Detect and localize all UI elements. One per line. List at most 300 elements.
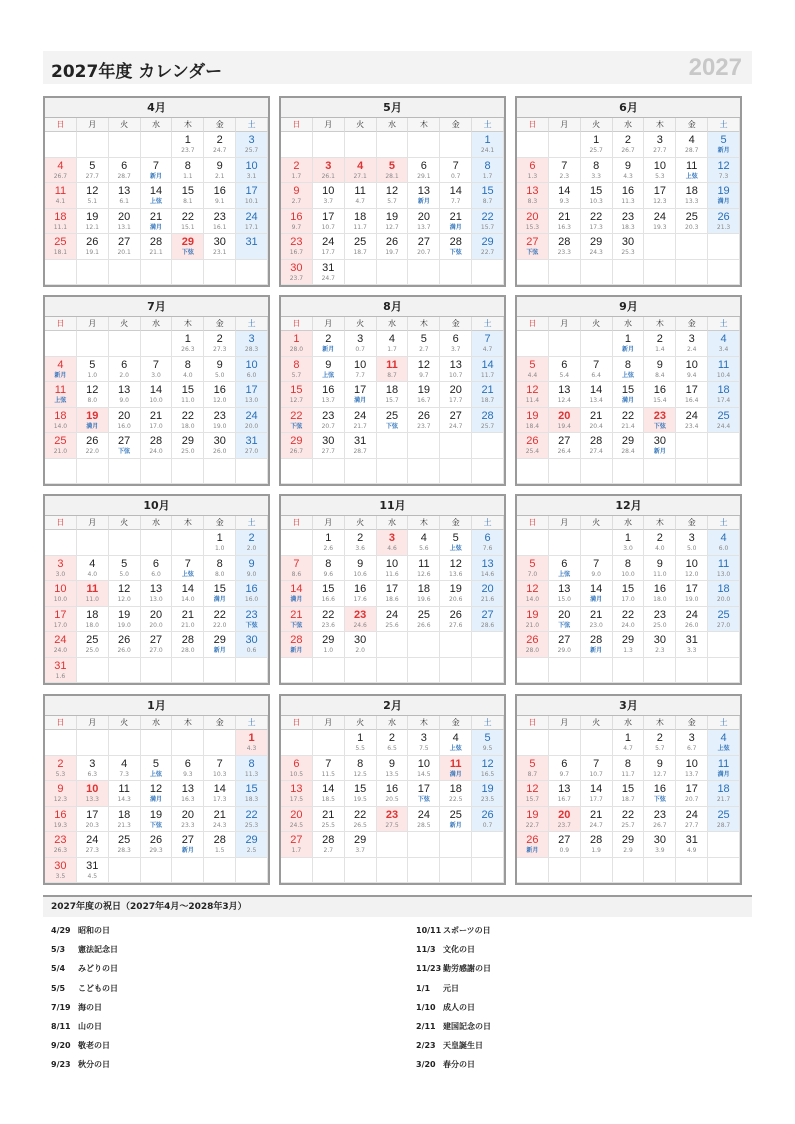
day-cell: [644, 433, 676, 459]
moon-age: 24.4: [716, 422, 731, 430]
day-number: 6: [561, 358, 568, 371]
moon-age: 12.3: [53, 796, 68, 803]
weekday-header: 日: [281, 716, 313, 730]
moon-age: 12.3: [653, 198, 667, 205]
moon-age: 3.4: [718, 346, 729, 353]
day-number: 4: [57, 159, 64, 172]
moon-age: 2.4: [686, 346, 697, 353]
moon-phase-label: 満月: [149, 223, 162, 231]
moon-age: 26.7: [289, 448, 304, 455]
day-cell: [172, 730, 204, 756]
day-cell: [281, 459, 313, 485]
day-cell: [172, 607, 204, 633]
moon-age: 8.0: [214, 570, 225, 578]
day-cell: [644, 807, 676, 833]
day-cell: [141, 209, 173, 235]
day-cell: [77, 183, 109, 209]
day-cell: [45, 183, 77, 209]
day-number: 3: [420, 732, 427, 744]
day-cell: [204, 581, 236, 607]
moon-age: 8.1: [183, 198, 193, 205]
day-number: 3: [57, 557, 64, 570]
moon-age: 9.3: [183, 770, 193, 778]
holiday-name: 建国記念の日: [443, 1022, 491, 1031]
day-cell: [377, 556, 409, 582]
moon-age: 17.0: [149, 422, 163, 430]
day-number: 12: [717, 159, 730, 172]
day-number: 7: [593, 358, 600, 371]
day-cell: [613, 756, 645, 782]
day-cell: [517, 357, 549, 383]
day-cell: [109, 530, 141, 556]
day-cell: [281, 781, 313, 807]
moon-age: 23.4: [685, 422, 699, 430]
day-cell: [408, 781, 440, 807]
day-number: 31: [685, 834, 698, 846]
day-number: 25: [118, 834, 131, 846]
moon-phase-label: 下弦: [449, 249, 462, 256]
day-number: 18: [385, 384, 399, 396]
day-cell: [281, 581, 313, 607]
moon-phase-label: 下弦: [290, 422, 303, 430]
day-cell: [109, 331, 141, 357]
day-cell: [77, 209, 109, 235]
day-cell: [613, 832, 645, 858]
weekday-header: 土: [708, 716, 740, 730]
holiday-name: みどりの日: [78, 964, 118, 974]
day-number: 30: [621, 236, 635, 248]
moon-age: 6.7: [686, 745, 697, 752]
page-header: [43, 51, 752, 84]
moon-age: 1.0: [87, 371, 98, 379]
day-cell: [581, 132, 613, 158]
day-number: 27: [449, 409, 462, 422]
day-cell: [313, 357, 345, 383]
day-cell: [581, 530, 613, 556]
moon-age: 9.6: [323, 570, 334, 578]
day-cell: [109, 730, 141, 756]
day-cell: [204, 408, 236, 434]
day-number: 26: [526, 435, 539, 447]
day-number: 30: [290, 261, 303, 274]
day-cell: [204, 607, 236, 633]
day-cell: [676, 331, 708, 357]
moon-age: 15.7: [480, 223, 495, 231]
moon-age: 26.3: [181, 346, 195, 353]
day-cell: [172, 209, 204, 235]
holiday-item: [416, 1059, 475, 1070]
day-number: 11: [717, 557, 730, 570]
day-number: 21: [213, 808, 226, 821]
moon-age: 10.3: [213, 770, 227, 778]
weekday-header: 木: [408, 118, 440, 132]
day-cell: [676, 556, 708, 582]
day-number: 4: [388, 333, 396, 345]
day-cell: [377, 807, 409, 833]
day-cell: [613, 730, 645, 756]
day-number: 30: [653, 834, 666, 846]
day-cell: [581, 581, 613, 607]
day-number: 26: [481, 808, 494, 821]
moon-age: 16.0: [117, 422, 131, 430]
day-cell: [708, 183, 740, 209]
moon-age: 24.7: [213, 147, 227, 154]
moon-age: 26.4: [557, 448, 571, 455]
moon-phase-label: 上弦: [685, 172, 698, 180]
day-number: 10: [385, 557, 399, 570]
moon-age: 1.0: [214, 545, 225, 552]
day-number: 5: [529, 757, 536, 770]
day-cell: [549, 581, 581, 607]
day-cell: [408, 382, 440, 408]
moon-age: 23.6: [321, 621, 335, 629]
day-number: 29: [481, 236, 494, 248]
day-number: 28: [290, 634, 303, 646]
day-number: 27: [558, 435, 571, 447]
weekday-header: 水: [613, 118, 645, 132]
moon-age: 13.0: [716, 570, 731, 578]
day-number: 1: [325, 532, 332, 544]
day-number: 13: [290, 783, 303, 795]
weekday-header: 火: [345, 118, 377, 132]
day-cell: [517, 607, 549, 633]
day-cell: [549, 234, 581, 260]
moon-age: 25.0: [653, 621, 667, 629]
moon-age: 15.4: [653, 397, 667, 404]
day-number: 25: [717, 409, 730, 422]
moon-phase-label: 新月: [417, 198, 430, 205]
day-number: 31: [245, 236, 258, 248]
weekday-header: 月: [313, 516, 345, 530]
day-number: 22: [354, 808, 367, 821]
day-number: 18: [86, 608, 99, 621]
day-cell: [141, 530, 173, 556]
holiday-name: 春分の日: [443, 1060, 475, 1070]
moon-age: 5.7: [387, 198, 397, 205]
moon-age: 27.7: [653, 147, 667, 154]
day-cell: [236, 858, 268, 884]
holiday-item: [51, 944, 118, 955]
holiday-name: こどもの日: [78, 983, 118, 993]
day-cell: [377, 459, 409, 485]
day-cell: [644, 581, 676, 607]
day-number: 13: [558, 384, 571, 396]
day-cell: [676, 234, 708, 260]
day-number: 7: [184, 557, 191, 570]
day-cell: [109, 260, 141, 286]
day-number: 10: [245, 159, 258, 172]
day-number: 10: [54, 583, 67, 595]
moon-age: 16.7: [417, 397, 431, 404]
weekday-header: 木: [644, 516, 676, 530]
day-cell: [204, 832, 236, 858]
moon-age: 18.0: [85, 621, 99, 629]
day-cell: [313, 331, 345, 357]
month-calendar: [515, 494, 742, 685]
moon-age: 8.7: [482, 198, 493, 205]
weekday-header: 水: [377, 716, 409, 730]
day-cell: [408, 832, 440, 858]
day-number: 8: [624, 757, 632, 770]
moon-age: 5.6: [419, 545, 429, 552]
day-number: 5: [452, 532, 459, 544]
day-number: 7: [152, 358, 160, 371]
day-number: 27: [526, 236, 539, 248]
moon-age: 12.7: [385, 223, 399, 231]
weekday-header: 火: [109, 317, 141, 331]
day-number: 9: [656, 358, 663, 371]
day-cell: [313, 730, 345, 756]
day-cell: [313, 581, 345, 607]
weekday-header: 月: [77, 716, 109, 730]
weekday-header: 日: [517, 716, 549, 730]
day-number: 5: [529, 358, 536, 371]
moon-age: 20.7: [685, 796, 699, 803]
day-number: 22: [290, 409, 303, 422]
day-number: 29: [181, 236, 194, 248]
day-cell: [281, 260, 313, 286]
day-cell: [472, 581, 504, 607]
day-cell: [377, 331, 409, 357]
holiday-name: 敬老の日: [78, 1041, 110, 1051]
day-number: 12: [417, 358, 430, 371]
weekday-header: 水: [141, 716, 173, 730]
moon-age: 13.5: [385, 770, 399, 778]
moon-age: 24.7: [321, 274, 335, 282]
moon-age: 11.0: [85, 596, 99, 603]
day-cell: [313, 234, 345, 260]
day-number: 15: [481, 185, 494, 197]
moon-age: 28.0: [181, 647, 195, 654]
day-cell: [141, 658, 173, 684]
moon-age: 9.5: [482, 745, 493, 752]
day-cell: [141, 858, 173, 884]
moon-age: 16.3: [181, 796, 195, 803]
month-title: 3月: [517, 696, 740, 716]
day-cell: [345, 832, 377, 858]
moon-age: 28.7: [716, 821, 731, 829]
day-number: 23: [213, 210, 226, 223]
day-number: 12: [526, 384, 539, 396]
day-cell: [472, 832, 504, 858]
day-number: 17: [417, 783, 430, 795]
day-number: 4: [89, 557, 96, 570]
day-cell: [408, 530, 440, 556]
weekday-header: 月: [549, 317, 581, 331]
day-cell: [676, 530, 708, 556]
day-cell: [77, 807, 109, 833]
day-cell: [45, 832, 77, 858]
day-number: 9: [388, 757, 396, 770]
day-number: 30: [245, 634, 258, 646]
day-number: 2: [57, 757, 64, 770]
day-cell: [77, 234, 109, 260]
day-cell: [77, 132, 109, 158]
holiday-name: 天皇誕生日: [443, 1041, 483, 1051]
moon-phase-label: 新月: [621, 346, 634, 353]
day-number: 16: [213, 185, 226, 197]
moon-age: 17.0: [621, 596, 635, 603]
day-number: 16: [245, 583, 258, 595]
day-cell: [141, 730, 173, 756]
moon-age: 16.6: [321, 596, 335, 603]
moon-age: 17.0: [53, 621, 68, 629]
holiday-date: 3/20: [416, 1060, 436, 1070]
day-cell: [676, 858, 708, 884]
day-number: 9: [216, 159, 223, 172]
day-cell: [109, 781, 141, 807]
month-calendar: [279, 494, 506, 685]
day-cell: [345, 756, 377, 782]
day-number: 19: [526, 808, 539, 821]
weekday-header: 月: [549, 516, 581, 530]
day-number: 14: [481, 358, 494, 371]
moon-age: 24.0: [149, 448, 163, 455]
day-number: 18: [685, 185, 698, 197]
moon-age: 3.7: [323, 198, 334, 205]
day-cell: [549, 607, 581, 633]
moon-age: 12.0: [213, 397, 227, 404]
day-cell: [472, 260, 504, 286]
moon-age: 8.4: [655, 371, 665, 379]
moon-phase-label: 満月: [290, 596, 303, 603]
moon-phase-label: 満月: [86, 422, 99, 430]
holiday-date: 11/23: [416, 964, 442, 974]
day-number: 26: [717, 210, 730, 223]
weekday-header: 月: [313, 118, 345, 132]
day-number: 8: [593, 159, 600, 172]
moon-phase-label: 上弦: [449, 745, 462, 752]
day-cell: [708, 581, 740, 607]
day-cell: [644, 357, 676, 383]
day-cell: [517, 459, 549, 485]
day-cell: [313, 132, 345, 158]
day-cell: [613, 234, 645, 260]
day-cell: [77, 581, 109, 607]
moon-age: 12.0: [117, 596, 131, 603]
day-number: 19: [417, 384, 430, 396]
day-cell: [517, 260, 549, 286]
day-cell: [613, 658, 645, 684]
day-number: 15: [590, 185, 603, 197]
moon-age: 28.1: [385, 172, 399, 180]
day-number: 16: [354, 583, 367, 595]
weekday-header: 土: [472, 716, 504, 730]
day-number: 21: [558, 210, 571, 223]
day-cell: [281, 556, 313, 582]
moon-age: 19.4: [557, 422, 571, 430]
day-cell: [581, 807, 613, 833]
day-number: 7: [216, 757, 223, 770]
moon-age: 9.4: [686, 371, 697, 379]
day-cell: [45, 459, 77, 485]
moon-age: 5.0: [686, 545, 697, 552]
day-number: 2: [248, 532, 255, 544]
moon-age: 4.0: [655, 545, 665, 552]
moon-age: 21.3: [117, 821, 131, 829]
day-number: 18: [54, 409, 67, 422]
moon-age: 27.1: [353, 172, 367, 180]
weekday-header: 水: [613, 516, 645, 530]
moon-age: 27.7: [85, 172, 99, 180]
moon-age: 9.7: [291, 223, 302, 231]
moon-age: 23.5: [480, 796, 495, 803]
moon-age: 6.3: [87, 770, 98, 778]
day-cell: [313, 658, 345, 684]
day-cell: [204, 459, 236, 485]
day-cell: [581, 260, 613, 286]
day-cell: [345, 433, 377, 459]
day-cell: [644, 607, 676, 633]
day-cell: [45, 331, 77, 357]
day-number: 9: [325, 358, 332, 371]
day-cell: [644, 331, 676, 357]
day-number: 19: [449, 583, 462, 595]
day-cell: [377, 581, 409, 607]
day-cell: [581, 658, 613, 684]
moon-age: 23.3: [181, 821, 195, 829]
day-cell: [676, 408, 708, 434]
day-cell: [676, 433, 708, 459]
moon-phase-label: 下弦: [245, 621, 258, 629]
day-cell: [109, 132, 141, 158]
day-number: 20: [558, 808, 571, 821]
moon-age: 1.7: [291, 847, 302, 854]
day-cell: [613, 183, 645, 209]
day-number: 1: [484, 134, 491, 146]
day-cell: [676, 209, 708, 235]
day-cell: [109, 433, 141, 459]
holiday-item: [416, 1021, 491, 1032]
day-cell: [708, 382, 740, 408]
day-number: 9: [357, 557, 364, 570]
moon-age: 4.7: [482, 346, 493, 353]
day-cell: [313, 556, 345, 582]
moon-age: 24.3: [213, 821, 227, 829]
day-cell: [204, 433, 236, 459]
day-number: 20: [181, 808, 194, 821]
day-number: 21: [149, 210, 163, 223]
holiday-name: 勤労感謝の日: [443, 964, 491, 974]
moon-phase-label: 新月: [653, 448, 666, 455]
moon-age: 0.9: [559, 847, 570, 854]
holiday-name: 海の日: [78, 1002, 102, 1012]
moon-age: 26.7: [53, 172, 68, 180]
day-number: 10: [86, 783, 99, 795]
day-number: 8: [293, 358, 300, 371]
day-cell: [408, 433, 440, 459]
day-number: 9: [248, 557, 255, 570]
day-number: 23: [245, 608, 258, 621]
weekday-header: 土: [708, 516, 740, 530]
day-cell: [281, 382, 313, 408]
day-number: 7: [593, 757, 600, 770]
day-cell: [345, 581, 377, 607]
day-number: 17: [245, 185, 258, 197]
day-cell: [613, 581, 645, 607]
day-cell: [236, 408, 268, 434]
day-cell: [345, 556, 377, 582]
moon-age: 27.5: [385, 821, 399, 829]
day-cell: [440, 408, 472, 434]
day-number: 16: [621, 185, 635, 197]
day-number: 17: [385, 583, 399, 595]
moon-age: 10.7: [589, 770, 603, 778]
moon-age: 25.4: [525, 448, 540, 455]
moon-age: 27.6: [449, 621, 463, 629]
day-cell: [549, 530, 581, 556]
day-cell: [613, 331, 645, 357]
